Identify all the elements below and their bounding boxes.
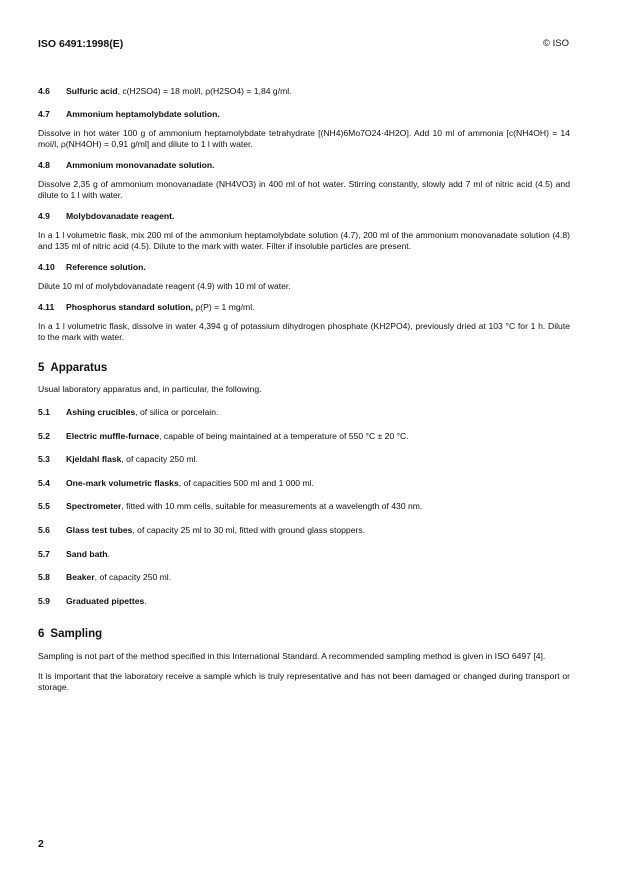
- section-6-heading: 6 Sampling: [38, 627, 103, 640]
- clause-4-6-formula: , c(H2SO4) = 18 mol/l, ρ(H2SO4) = 1,84 g/ml.: [117, 86, 292, 96]
- clause-4-11-text: In a 1 l volumetric flask, dissolve in water 4,394 g of potassium dihydrogen phosphate (KH2PO4), previously dried at 103 °C for 1 h. Dilute to the mark with water.: [38, 321, 570, 342]
- apparatus-item: 5.8 Beaker, of capacity 250 ml.: [38, 572, 172, 583]
- clause-4-9-text: In a 1 l volumetric flask, mix 200 ml of the ammonium heptamolybdate solution (4.7), 200 ml of the ammonium monovanadate solution (4.8) and 135 ml of nitric acid (4.5). Dilute to the mark with water. Filter if insoluble particles are present.: [38, 230, 570, 251]
- apparatus-item: 5.2 Electric muffle-furnace, capable of being maintained at a temperature of 550 °C ± 20 °C.: [38, 430, 409, 441]
- section-6-paragraph-1: Sampling is not part of the method specified in this International Standard. A recommended sampling method is given in ISO 6497 [4].: [38, 650, 546, 661]
- section-6-paragraph-2: It is important that the laboratory receive a sample which is truly representative and has not been damaged or changed during transport or storage.: [38, 670, 570, 692]
- clause-4-11-heading: 4.11 Phosphorus standard solution, ρ(P) = 1 mg/ml.: [38, 302, 255, 312]
- apparatus-item: 5.6 Glass test tubes, of capacity 25 ml to 30 ml, fitted with ground glass stoppers.: [38, 524, 366, 535]
- apparatus-item: 5.1 Ashing crucibles, of silica or porcelain.: [38, 407, 219, 417]
- apparatus-item: 5.3 Kjeldahl flask, of capacity 250 ml.: [38, 454, 198, 465]
- header-standard-id: ISO 6491:1998(E): [38, 38, 124, 50]
- section-5-intro: Usual laboratory apparatus and, in particular, the following.: [38, 384, 262, 394]
- clause-4-9-heading: 4.9 Molybdovanadate reagent.: [38, 211, 175, 221]
- clause-4-6: 4.6 Sulfuric acid, c(H2SO4) = 18 mol/l, ρ(H2SO4) = 1,84 g/ml.: [38, 86, 292, 96]
- apparatus-item: 5.5 Spectrometer, fitted with 10 mm cells, suitable for measurements at a wavelength of 430 nm.: [38, 501, 423, 512]
- page-content: [38, 86, 570, 693]
- clause-4-8-heading: 4.8 Ammonium monovanadate solution.: [38, 160, 215, 170]
- clause-4-10-text: Dilute 10 ml of molybdovanadate reagent (4.9) with 10 ml of water.: [38, 281, 291, 291]
- apparatus-item: 5.7 Sand bath.: [38, 548, 110, 559]
- clause-4-8-text: Dissolve 2,35 g of ammonium monovanadate (NH4VO3) in 400 ml of hot water. Stirring constantly, slowly add 7 ml of nitric acid (4.5) and dilute to 1 l with water.: [38, 179, 570, 200]
- apparatus-list: [38, 407, 570, 607]
- header-copyright: © ISO: [542, 38, 569, 49]
- clause-4-10-heading: 4.10 Reference solution.: [38, 262, 146, 272]
- clause-4-7-heading: 4.7 Ammonium heptamolybdate solution.: [38, 109, 220, 119]
- section-5-heading: 5 Apparatus: [38, 362, 108, 374]
- apparatus-item: 5.4 One-mark volumetric flasks, of capacities 500 ml and 1 000 ml.: [38, 477, 314, 488]
- clause-4-7-text: Dissolve in hot water 100 g of ammonium heptamolybdate tetrahydrate [(NH4)6Mo7O24·4H2O]. Add 10 ml of ammonia [c(NH4OH) = 14 mol/l, ρ(NH4OH) = 0,91 g/ml] and dilute to 1 l with water.: [38, 128, 570, 149]
- apparatus-item: 5.9 Graduated pipettes.: [38, 595, 147, 606]
- clause-4-6-title: Sulfuric acid: [66, 86, 118, 96]
- page-number: 2: [38, 838, 44, 850]
